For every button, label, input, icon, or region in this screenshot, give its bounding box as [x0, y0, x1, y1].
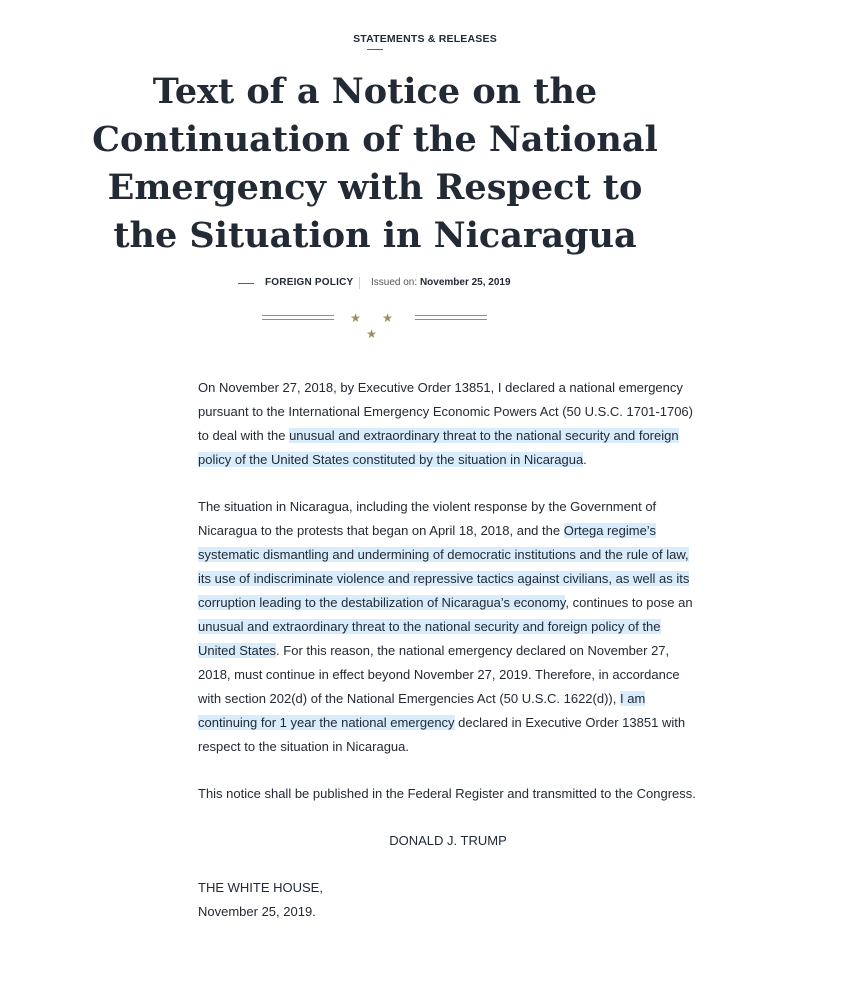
stars-icon: ★ ★ ★ — [350, 311, 402, 341]
article-body — [198, 376, 698, 947]
paragraph-2-highlight-b: unusual and extraordinary threat to the national security and foreign policy of the United States — [198, 619, 661, 658]
issued-label: Issued on: — [371, 277, 418, 288]
paragraph-2-text-d: declared in Executive Order 13851 with respect to the situation in Nicaragua. — [198, 715, 686, 754]
paragraph-1-text-b: . — [583, 452, 587, 467]
section-eyebrow-link[interactable]: STATEMENTS & RELEASES — [353, 33, 497, 45]
category-link[interactable]: FOREIGN POLICY — [265, 277, 354, 288]
paragraph-2-text-b: , continues to pose an — [565, 595, 693, 610]
closing-block — [198, 876, 698, 924]
closing-line-2: November 25, 2019. — [198, 904, 316, 919]
meta-accent-dash — [238, 283, 254, 284]
page-title: Text of a Notice on the Continuation of the National Emergency with Respect to the Situation in Nicaragua — [92, 71, 658, 256]
article-meta — [0, 276, 850, 290]
divider-line-right — [415, 315, 487, 320]
paragraph-1-text-a: On November 27, 2018, by Executive Order 13851, I declared a national emergency pursuant to the International Emergency Economic Powers Act (50 U.S.C. 1701-1706) to deal with the — [198, 380, 693, 443]
issued-date: November 25, 2019 — [419, 277, 511, 288]
signature: DONALD J. TRUMP — [389, 833, 507, 848]
closing-line-1: THE WHITE HOUSE, — [198, 880, 323, 895]
paragraph-3: This notice shall be published in the Federal Register and transmitted to the Congress. — [198, 786, 696, 801]
paragraph-1-highlight-a: unusual and extraordinary threat to the national security and foreign policy of the United States constituted by the situation in Nicaragua — [198, 428, 679, 467]
paragraph-2-text-c: . For this reason, the national emergency declared on November 27, 2018, must continue in effect beyond November 27, 2019. Therefore, in accordance with section 202(d) of the National Emergencies Act (50 U.S.C. 1622(d)), — [198, 643, 680, 706]
divider-line-left — [262, 315, 334, 320]
paragraph-2 — [198, 495, 698, 759]
eyebrow-underline — [367, 49, 383, 50]
meta-separator — [359, 277, 360, 289]
paragraph-2-highlight-c: I am continuing for 1 year the national emergency — [198, 691, 646, 730]
issued-info — [371, 276, 511, 290]
paragraph-2-text-a: The situation in Nicaragua, including the violent response by the Government of Nicaragua to the protests that began on April 18, 2018, and the — [198, 499, 657, 538]
paragraph-1 — [198, 376, 698, 472]
stars-divider — [262, 310, 488, 341]
paragraph-2-highlight-a: Ortega regime’s systematic dismantling and undermining of democratic institutions and the rule of law, its use of indiscriminate violence and repressive tactics against civilians, as well as its corruption leading to the destabilization of Nicaragua’s economy — [198, 523, 690, 610]
